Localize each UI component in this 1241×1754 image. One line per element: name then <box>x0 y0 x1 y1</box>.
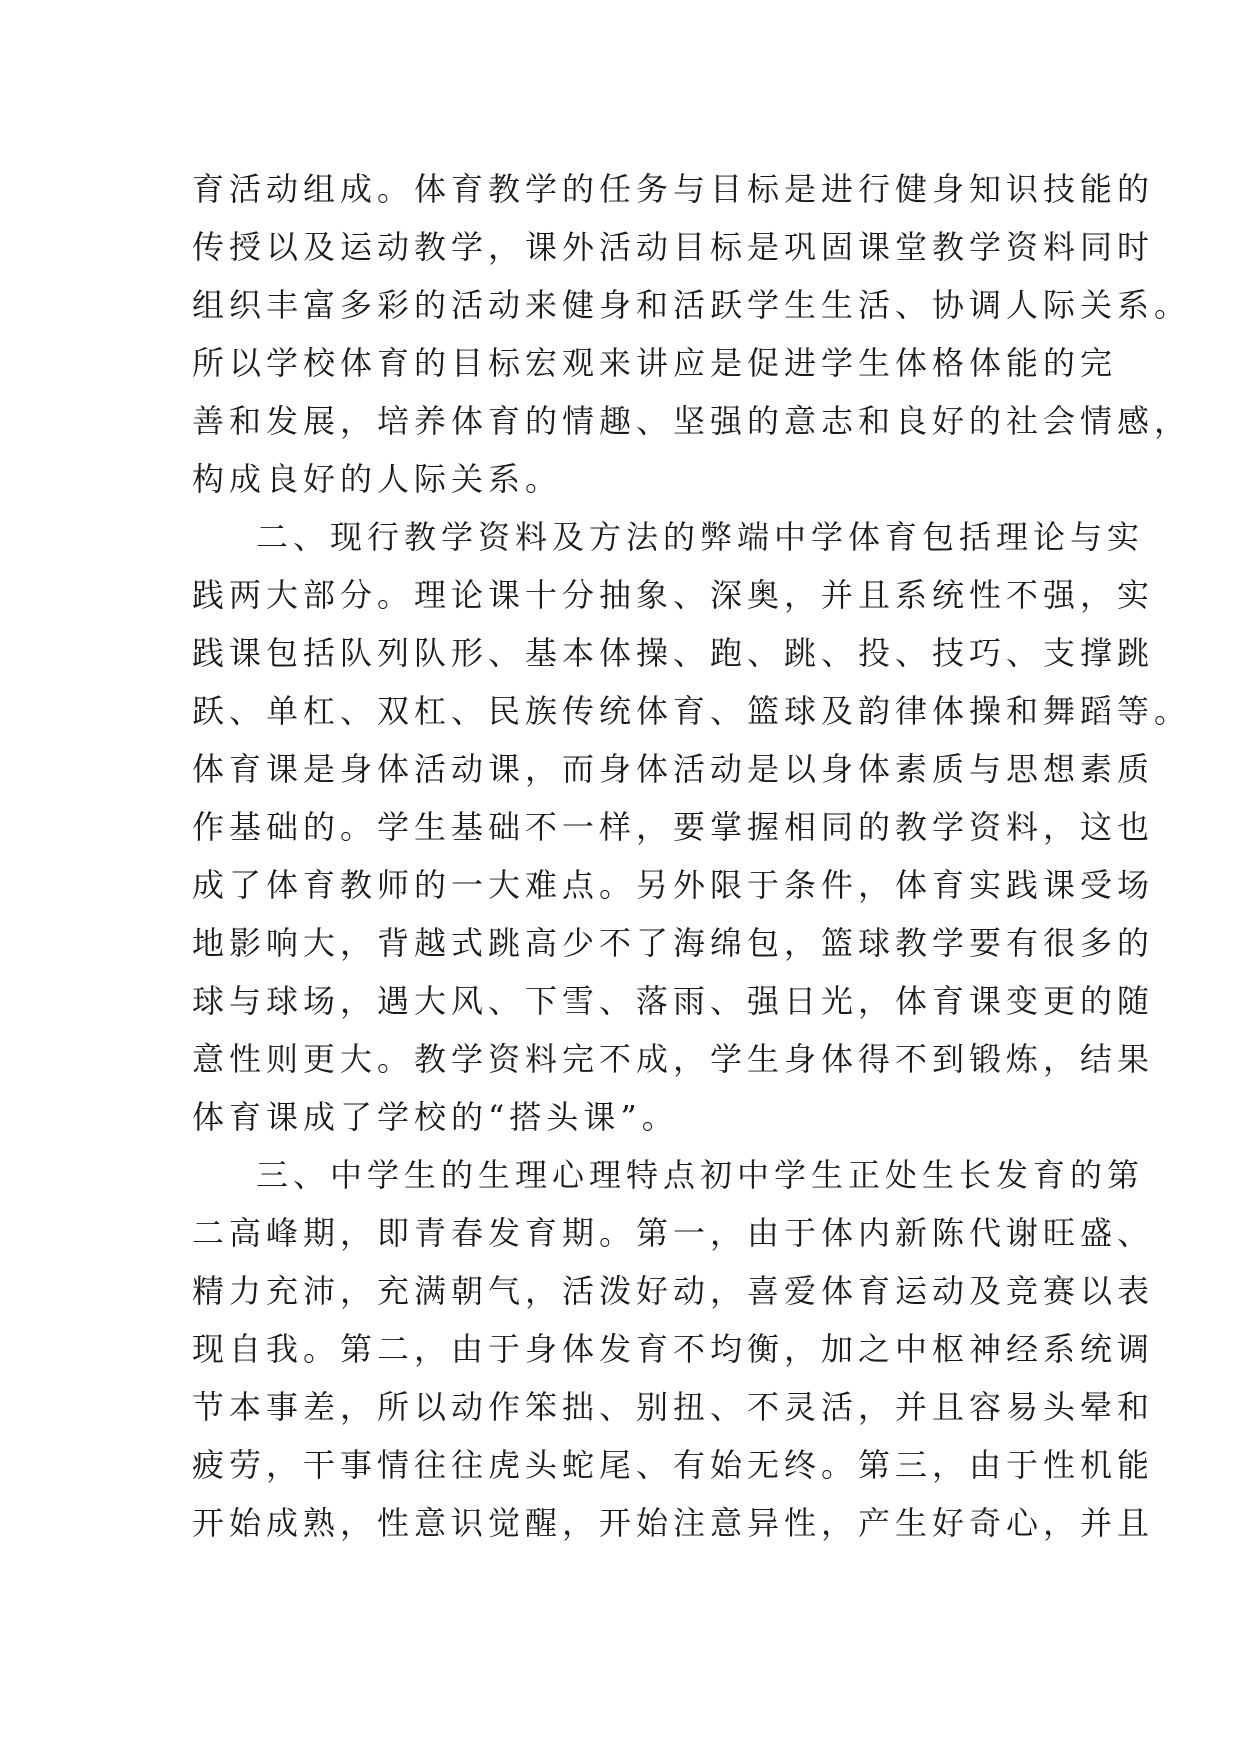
paragraph-heading-line: 三、中学生的生理心理特点初中学生正处生长发育的第 <box>256 1156 1145 1194</box>
text-line: 跃、单杠、双杠、民族传统体育、篮球及韵律体操和舞蹈等。 <box>192 692 1192 730</box>
text-line: 现自我。第二，由于身体发育不均衡，加之中枢神经系统调 <box>192 1330 1155 1368</box>
text-line: 节本事差，所以动作笨拙、别扭、不灵活，并且容易头晕和 <box>192 1388 1155 1426</box>
text-line: 育活动组成。体育教学的任务与目标是进行健身知识技能的 <box>192 170 1155 208</box>
text-line: 构成良好的人际关系。 <box>192 460 563 498</box>
text-line: 作基础的。学生基础不一样，要掌握相同的教学资料，这也 <box>192 808 1155 846</box>
text-line: 组织丰富多彩的活动来健身和活跃学生生活、协调人际关系。 <box>192 286 1192 324</box>
text-line: 精力充沛，充满朝气，活泼好动，喜爱体育运动及竞赛以表 <box>192 1272 1155 1310</box>
text-line: 所以学校体育的目标宏观来讲应是促进学生体格体能的完 <box>192 344 1118 382</box>
text-line: 二高峰期，即青春发育期。第一，由于体内新陈代谢旺盛、 <box>192 1214 1155 1252</box>
text-line: 体育课成了学校的“搭头课”。 <box>192 1098 679 1136</box>
text-line: 地影响大，背越式跳高少不了海绵包，篮球教学要有很多的 <box>192 924 1155 962</box>
text-line: 传授以及运动教学，课外活动目标是巩固课堂教学资料同时 <box>192 228 1155 266</box>
text-line: 践课包括队列队形、基本体操、跑、跳、投、技巧、支撑跳 <box>192 634 1155 672</box>
text-line: 善和发展，培养体育的情趣、坚强的意志和良好的社会情感， <box>192 402 1192 440</box>
text-line: 成了体育教师的一大难点。另外限于条件，体育实践课受场 <box>192 866 1155 904</box>
paragraph-heading-line: 二、现行教学资料及方法的弊端中学体育包括理论与实 <box>256 518 1145 556</box>
document-body <box>192 160 1192 1552</box>
text-line: 践两大部分。理论课十分抽象、深奥，并且系统性不强，实 <box>192 576 1155 614</box>
text-line: 意性则更大。教学资料完不成，学生身体得不到锻炼，结果 <box>192 1040 1155 1078</box>
text-line: 体育课是身体活动课，而身体活动是以身体素质与思想素质 <box>192 750 1155 788</box>
text-line: 开始成熟，性意识觉醒，开始注意异性，产生好奇心，并且 <box>192 1504 1155 1542</box>
text-line: 球与球场，遇大风、下雪、落雨、强日光，体育课变更的随 <box>192 982 1155 1020</box>
text-line: 疲劳，干事情往往虎头蛇尾、有始无终。第三，由于性机能 <box>192 1446 1155 1484</box>
